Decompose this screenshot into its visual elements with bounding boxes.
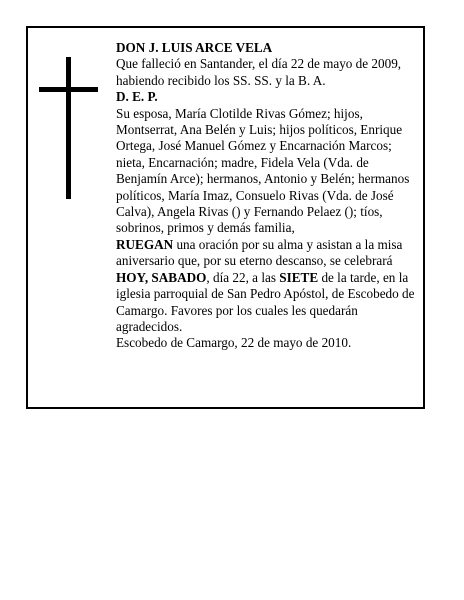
- cross-vertical-bar: [66, 57, 71, 199]
- place-and-date: Escobedo de Camargo, 22 de mayo de 2010.: [116, 335, 352, 351]
- mass-request: [116, 237, 422, 335]
- deceased-name: DON J. LUIS ARCE VELA: [116, 40, 273, 55]
- notice-body: [116, 40, 422, 352]
- mass-hour: SIETE: [279, 269, 319, 285]
- death-announcement: Que falleció en Santander, el día 22 de mayo de 2009, habiendo recibido los SS. SS. y la B. A.: [116, 56, 402, 88]
- mass-request-text-2: , día 22, a las: [206, 269, 280, 285]
- cross-horizontal-bar: [39, 87, 98, 92]
- mass-request-text-3: de la tarde, en la iglesia parroquial de San Pedro Apóstol, de Escobedo de Camargo. Favores por los cuales les quedarán agradecidos.: [116, 269, 415, 334]
- ruegan-label: RUEGAN: [116, 236, 174, 252]
- mass-request-text-1: una oración por su alma y asistan a la misa aniversario que, por su eterno descanso, se celebrará: [116, 236, 403, 269]
- rip-line: D. E. P.: [116, 89, 158, 105]
- family-list: Su esposa, María Clotilde Rivas Gómez; hijos, Montserrat, Ana Belén y Luis; hijos políticos, Enrique Ortega, José Manuel Gómez y Encarnación Marcos; nieta, Encarnación; madre, Fidela Vela (Vda. de Benjamín Arce); hermanos, Antonio y Belén; hermanos políticos, María Imaz, Consuelo Rivas (Vda. de José Calva), Angela Rivas () y Fernando Pelaez (); tíos, sobrinos, primos y demás familia,: [116, 105, 410, 236]
- obituary-notice: [26, 26, 425, 409]
- mass-day: HOY, SABADO: [116, 269, 207, 285]
